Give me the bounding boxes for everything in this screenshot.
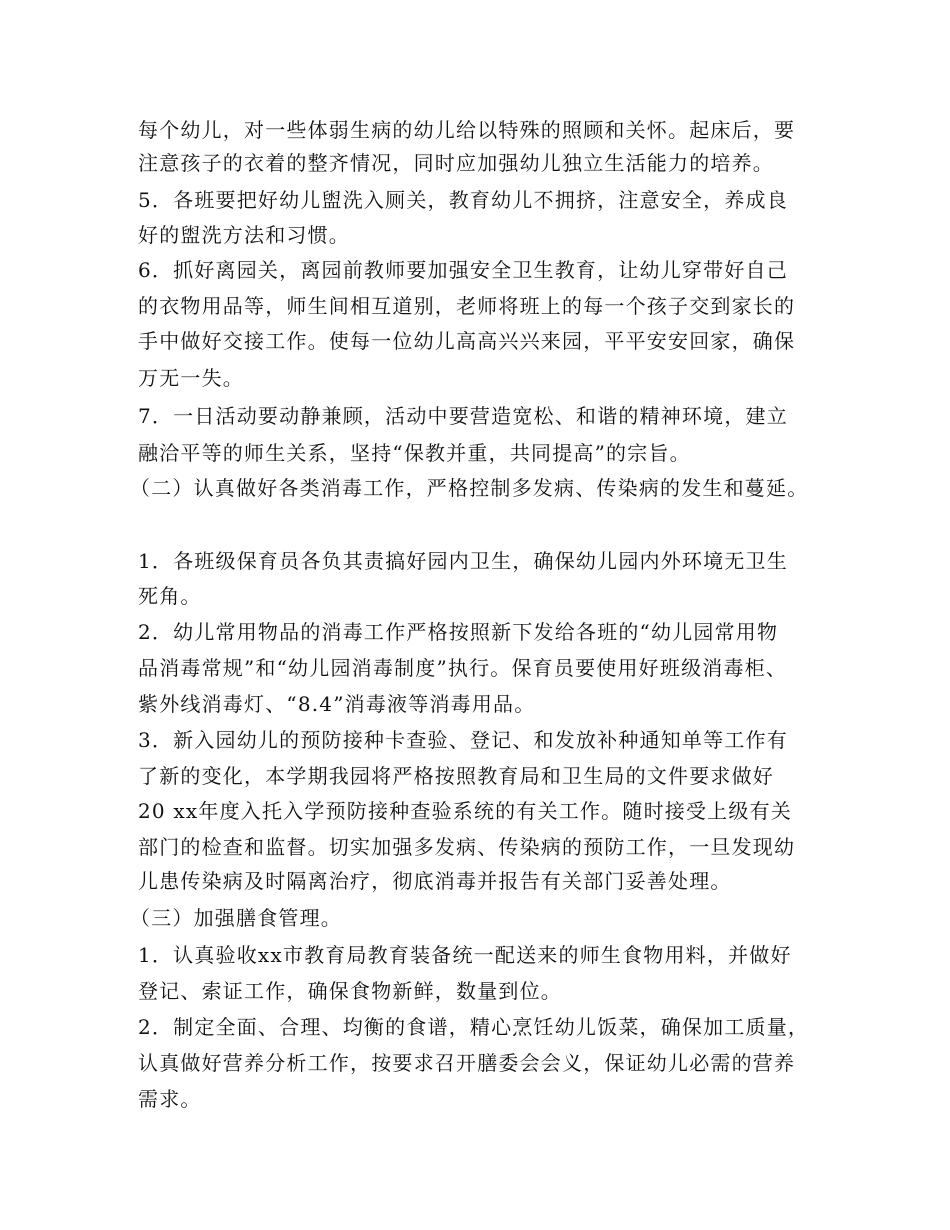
paragraph-line: 了新的变化，本学期我园将严格按照教育局和卫生局的文件要求做好 [138, 764, 774, 788]
paragraph-line: 2．制定全面、合理、均衡的食谱，精心烹饪幼儿饭菜，确保加工质量， [138, 1015, 810, 1039]
paragraph-line: 3．新入园幼儿的预防接种卡查验、登记、和发放补种通知单等工作有 [138, 728, 788, 752]
paragraph-line: 1．认真验收xx市教育局教育装备统一配送来的师生食物用料，并做好 [138, 943, 792, 967]
paragraph-line: 紫外线消毒灯、“8.4”消毒液等消毒用品。 [138, 692, 536, 716]
paragraph-line: 儿患传染病及时隔离治疗，彻底消毒并报告有关部门妥善处理。 [138, 869, 732, 893]
paragraph-line: 20 xx年度入托入学预防接种查验系统的有关工作。随时接受上级有关 [138, 799, 792, 823]
paragraph-line: 部门的检查和监督。切实加强多发病、传染病的预防工作，一旦发现幼 [138, 835, 796, 859]
paragraph-line: 的衣物用品等，师生间相互道别，老师将班上的每一个孩子交到家长的 [138, 294, 796, 318]
paragraph-line: 6．抓好离园关，离园前教师要加强安全卫生教育，让幼儿穿带好自己 [138, 258, 788, 282]
paragraph-line: 注意孩子的衣着的整齐情况，同时应加强幼儿独立生活能力的培养。 [138, 151, 774, 175]
paragraph-line: 手中做好交接工作。使每一位幼儿高高兴兴来园，平平安安回家，确保 [138, 329, 796, 353]
paragraph-line: 1．各班级保育员各负其责搞好园内卫生，确保幼儿园内外环境无卫生 [138, 549, 788, 573]
paragraph-line: 需求。 [138, 1087, 202, 1111]
paragraph-line: 认真做好营养分析工作，按要求召开膳委会会义，保证幼儿必需的营养 [138, 1051, 796, 1075]
section-heading: （二）认真做好各类消毒工作，严格控制多发病、传染病的发生和蔓延。 [130, 476, 809, 500]
paragraph-line: 5．各班要把好幼儿盥洗入厕关，教育幼儿不拥挤，注意安全，养成良 [138, 188, 788, 212]
paragraph-line: 好的盥洗方法和习惯。 [138, 223, 350, 247]
paragraph-line: 2．幼儿常用物品的消毒工作严格按照新下发给各班的“幼儿园常用物 [138, 620, 779, 644]
paragraph-line: 万无一失。 [138, 366, 244, 390]
paragraph-line: 品消毒常规”和“幼儿园消毒制度”执行。保育员要使用好班级消毒柜、 [138, 656, 788, 680]
paragraph-line: 死角。 [138, 584, 202, 608]
section-heading: （三）加强膳食管理。 [130, 906, 342, 930]
paragraph-line: 7．一日活动要动静兼顾，活动中要营造宽松、和谐的精神环境，建立 [138, 404, 788, 428]
paragraph-line: 融洽平等的师生关系，坚持“保教并重，共同提高”的宗旨。 [138, 441, 691, 465]
paragraph-line: 登记、索证工作，确保食物新鲜，数量到位。 [138, 979, 562, 1003]
paragraph-line: 每个幼儿，对一些体弱生病的幼儿给以特殊的照顾和关怀。起床后，要 [138, 118, 796, 142]
